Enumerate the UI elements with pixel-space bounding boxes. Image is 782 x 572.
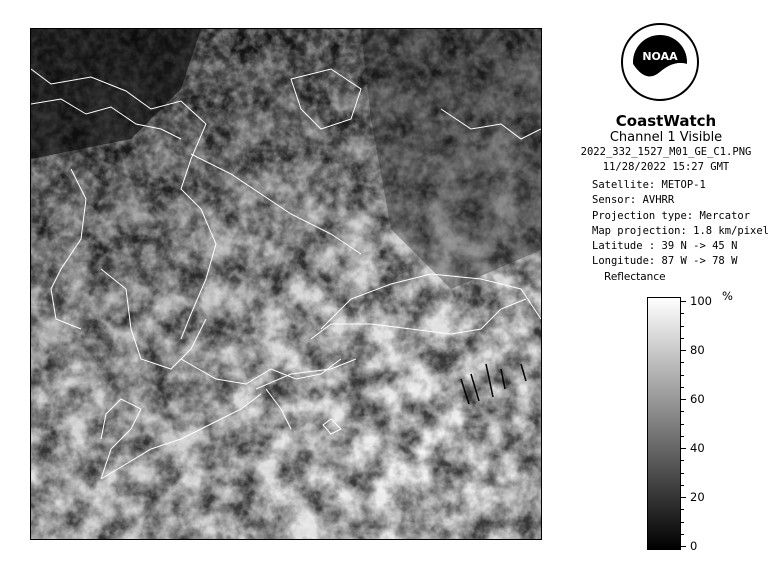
satellite-field: Satellite: METOP-1 <box>592 179 706 191</box>
info-panel <box>556 112 776 175</box>
colorbar-tick-mark <box>681 497 686 498</box>
colorbar-tick-mark <box>681 301 686 302</box>
colorbar-minor-tick <box>681 460 684 461</box>
colorbar-minor-tick <box>681 473 684 474</box>
colorbar-minor-tick <box>681 326 684 327</box>
colorbar-tick-mark <box>681 350 686 351</box>
satellite-image <box>30 28 542 540</box>
image-datetime: 11/28/2022 15:27 GMT <box>602 161 730 173</box>
colorbar-minor-tick <box>681 375 684 376</box>
colorbar-tick-label: 80 <box>690 343 705 357</box>
colorbar-minor-tick <box>681 338 684 339</box>
noaa-logo <box>620 20 700 106</box>
metadata-list <box>592 178 769 270</box>
satellite-map-svg <box>31 29 542 540</box>
colorbar-tick-mark <box>681 448 686 449</box>
colorbar-tick-label: 100 <box>690 294 712 308</box>
legend-unit: % <box>722 289 733 303</box>
image-filename: 2022_332_1527_M01_GE_C1.PNG <box>580 146 752 158</box>
colorbar-minor-tick <box>681 387 684 388</box>
colorbar-tick-label: 20 <box>690 490 705 504</box>
colorbar-minor-tick <box>681 509 684 510</box>
noaa-logo-icon <box>620 20 700 106</box>
colorbar-tick-mark <box>681 546 686 547</box>
colorbar-minor-tick <box>681 522 684 523</box>
logo-text: NOAA <box>642 50 678 63</box>
channel-subtitle: Channel 1 Visible <box>609 130 723 145</box>
colorbar-tick-label: 0 <box>690 539 698 553</box>
colorbar-minor-tick <box>681 534 684 535</box>
colorbar-ticks <box>681 294 741 553</box>
colorbar-minor-tick <box>681 424 684 425</box>
longitude-field: Longitude: 87 W -> 78 W <box>592 255 738 268</box>
colorbar-minor-tick <box>681 411 684 412</box>
colorbar-minor-tick <box>681 313 684 314</box>
colorbar-minor-tick <box>681 436 684 437</box>
latitude-field: Latitude : 39 N -> 45 N <box>592 240 738 253</box>
map-projection-field: Map projection: 1.8 km/pixel <box>592 224 770 237</box>
colorbar-minor-tick <box>681 362 684 363</box>
colorbar-minor-tick <box>681 485 684 486</box>
colorbar-tick-label: 40 <box>690 441 705 455</box>
reflectance-colorbar <box>647 297 681 550</box>
legend-title: Reflectance <box>604 271 666 283</box>
colorbar-tick-label: 60 <box>690 392 705 406</box>
colorbar-tick-mark <box>681 399 686 400</box>
product-title: CoastWatch <box>615 112 717 130</box>
projection-type-field: Projection type: Mercator <box>592 209 751 222</box>
sensor-field: Sensor: AVHRR <box>592 194 675 207</box>
